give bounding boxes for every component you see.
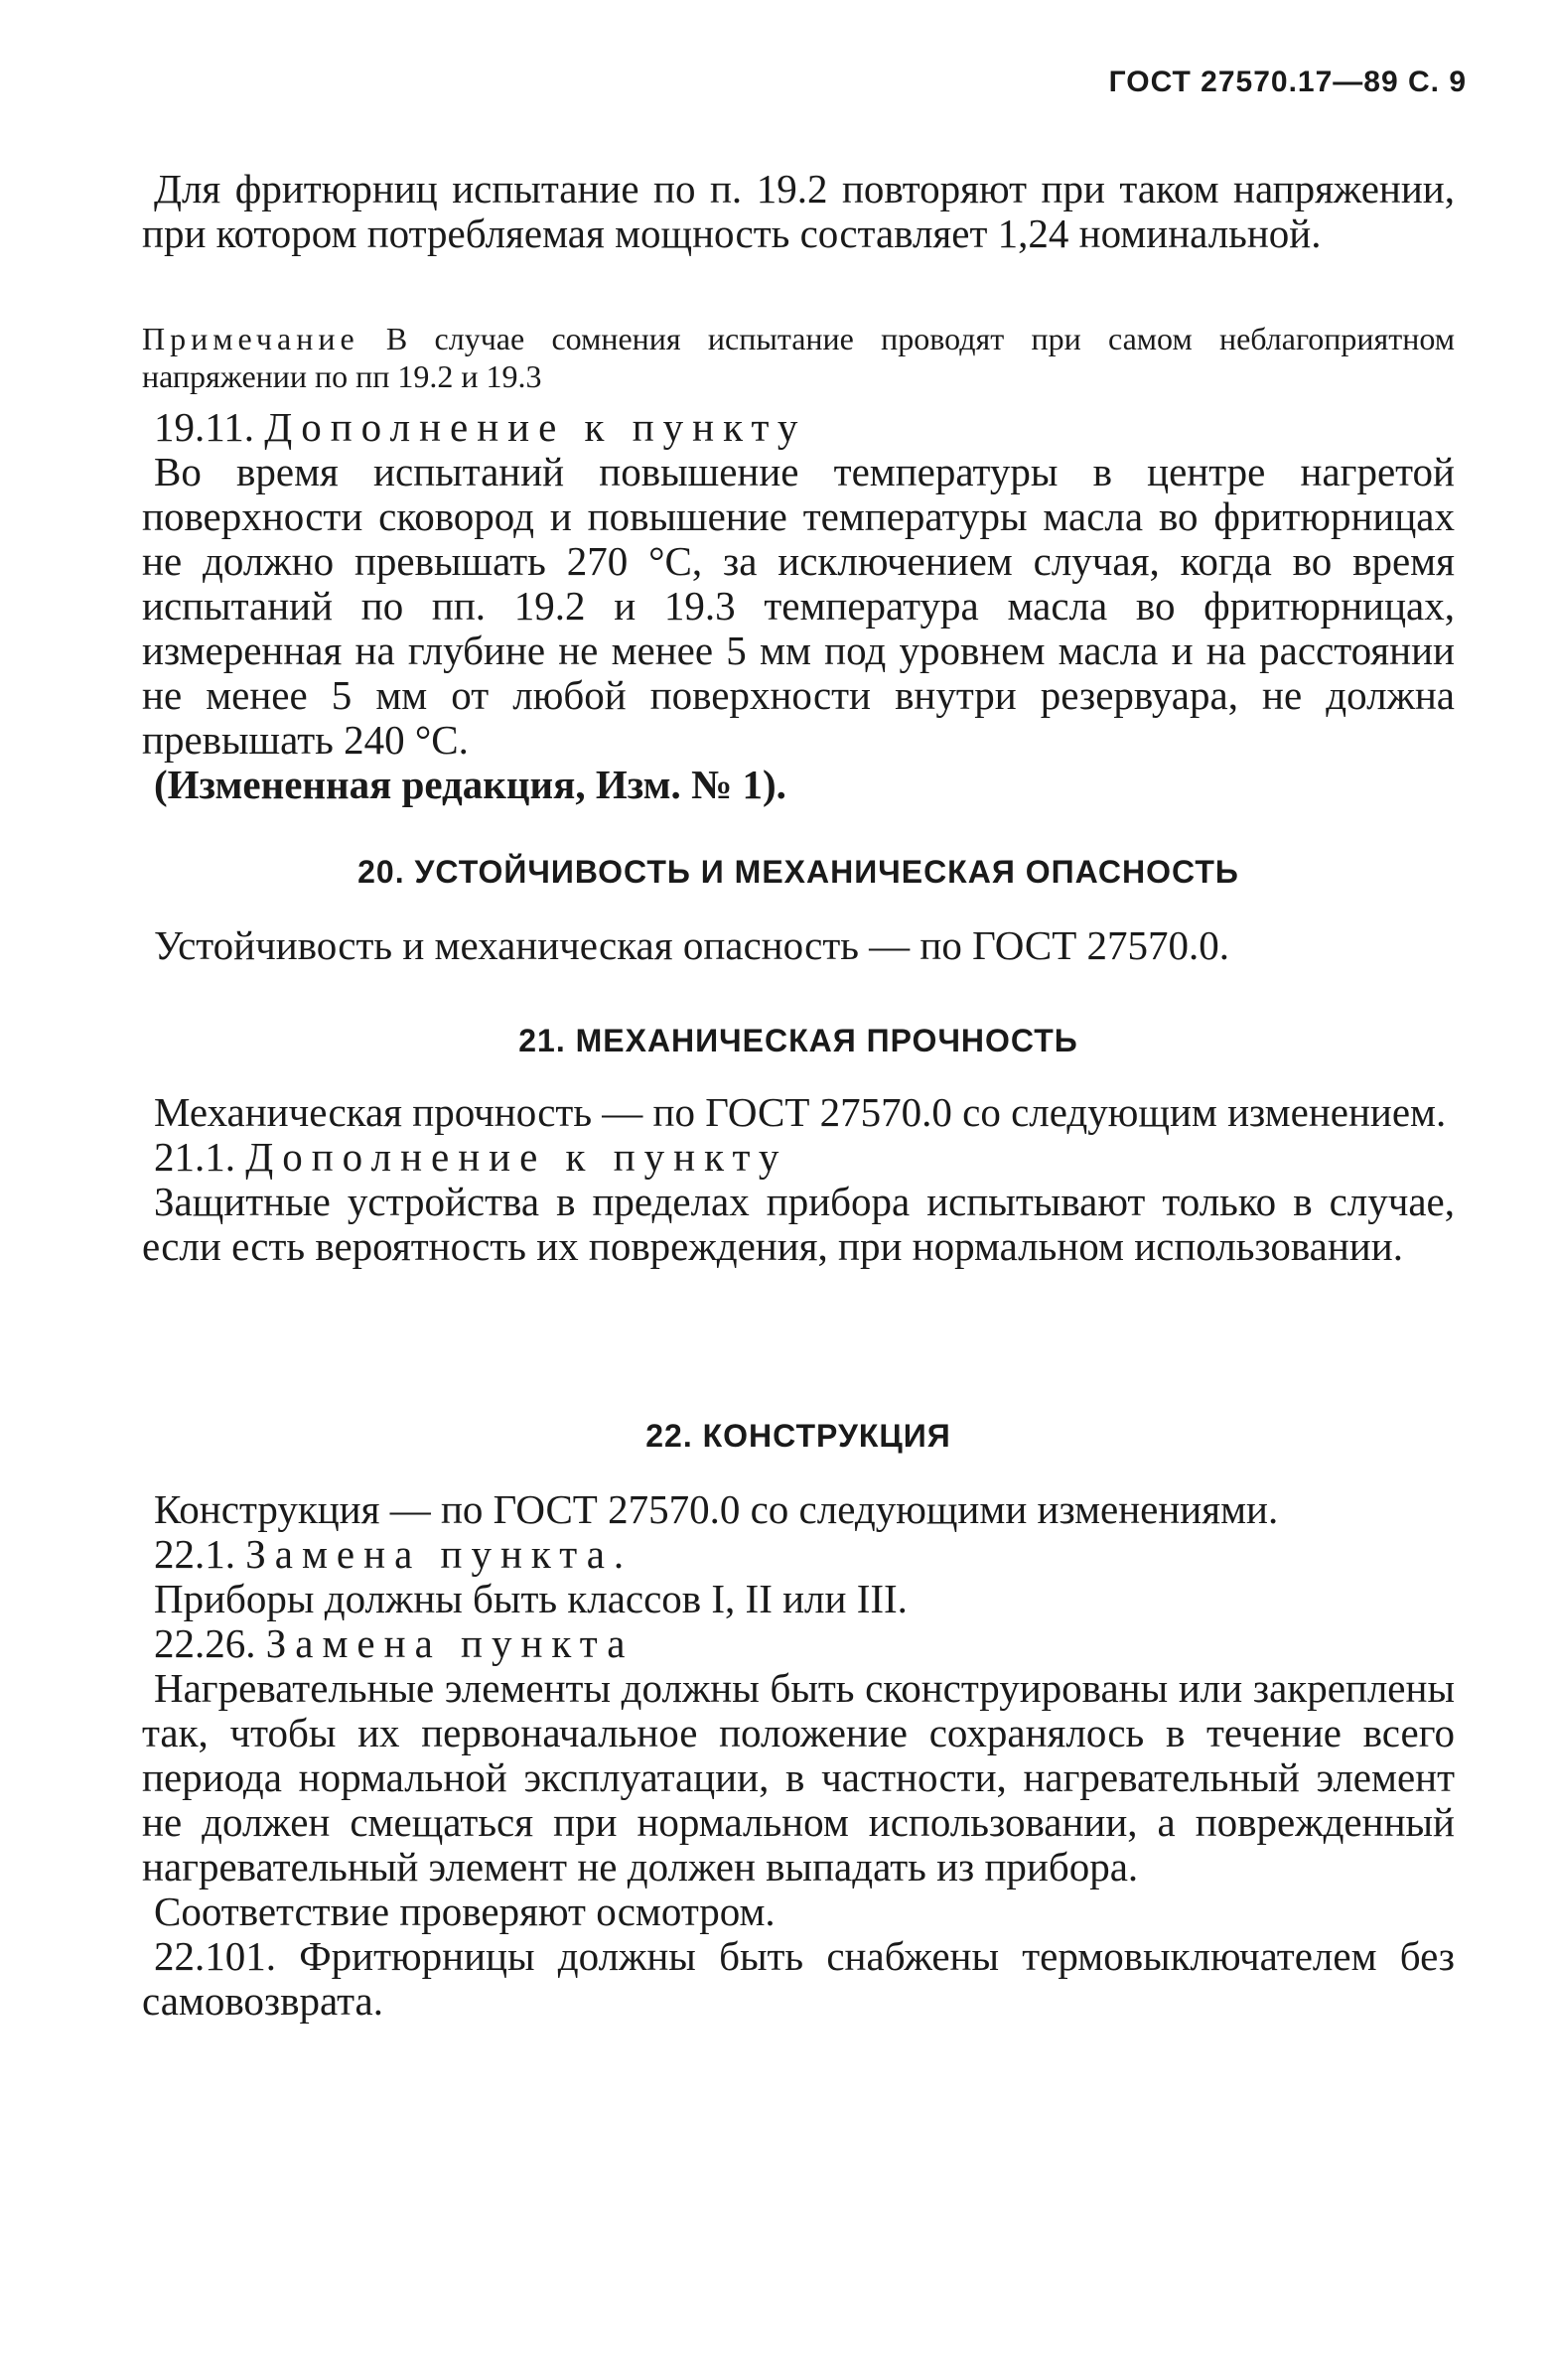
section-21-heading: 21. МЕХАНИЧЕСКАЯ ПРОЧНОСТЬ (518, 1023, 1078, 1058)
section-20-text: Устойчивость и механическая опасность — по ГОСТ 27570.0. (154, 922, 1230, 968)
amendment-note: (Измененная редакция, Изм. № 1). (154, 762, 786, 807)
section-22-text: Конструкция — по ГОСТ 27570.0 со следующими изменениями. (154, 1486, 1279, 1532)
clause-title: Дополнение к пункту (245, 1134, 788, 1180)
clause-title: Замена пункта (265, 1620, 635, 1666)
section-22-heading: 22. КОНСТРУКЦИЯ (645, 1418, 951, 1454)
clause-22-26-title-line (142, 1621, 1455, 1666)
clause-22-26-text: Нагревательные элементы должны быть сконструированы или закреплены так, чтобы их первоначальное положение сохранялось в течение всего периода нормальной эксплуатации, в частности, нагревательный элемент не должен смещаться при нормальном использовании, а поврежденный нагревательный элемент не должен выпадать из прибора. (142, 1665, 1455, 1890)
section-22-body (142, 1487, 1455, 2024)
clause-number: 21.1. (154, 1134, 235, 1180)
clause-number: 22.26. (154, 1620, 256, 1666)
note-text: В случае сомнения испытание проводят при самом неблагоприятном напряжении по пп 19.2 и 19.3 (142, 321, 1455, 394)
clause-body: Фритюрницы должны быть снабжены термовыключателем без самовозврата. (142, 1933, 1455, 2024)
clause-title: Замена пункта. (245, 1531, 634, 1577)
clause-number: 22.1. (154, 1531, 235, 1577)
section-20-body (142, 923, 1455, 968)
clause-22-1-title-line (142, 1532, 1455, 1577)
section-21-body (142, 1090, 1455, 1269)
section-20-heading: 20. УСТОЙЧИВОСТЬ И МЕХАНИЧЕСКАЯ ОПАСНОСТЬ (357, 854, 1239, 890)
section-19-11 (142, 405, 1455, 807)
clause-19-11-text: Во время испытаний повышение температуры в центре нагретой поверхности сковород и повышение температуры масла во фритюрницах не должно превышать 270 °С, за исключением случая, когда во время испытаний по пп. 19.2 и 19.3 температура масла во фритюрницах, измеренная на глубине не менее 5 мм под уровнем масла и на расстоянии не менее 5 мм от любой поверхности внутри резервуара, не должна превышать 240 °С. (142, 449, 1455, 763)
clause-22-101-text (142, 1934, 1455, 2024)
clause-title: Дополнение к пункту (264, 404, 807, 450)
clause-22-26-check: Соответствие проверяют осмотром. (154, 1889, 776, 1934)
note-block (142, 320, 1455, 395)
note-label: Примечание (142, 321, 359, 356)
clause-19-11-title-line (142, 405, 1455, 450)
page-header: ГОСТ 27570.17—89 С. 9 (1108, 66, 1467, 98)
note-paragraph (142, 320, 1455, 395)
clause-22-1-text: Приборы должны быть классов I, II или III. (154, 1576, 908, 1621)
intro-block (142, 167, 1455, 256)
intro-paragraph: Для фритюрниц испытание по п. 19.2 повторяют при таком напряжении, при котором потребляемая мощность составляет 1,24 номинальной. (142, 166, 1455, 256)
clause-21-1-text: Защитные устройства в пределах прибора испытывают только в случае, если есть вероятность их повреждения, при нормальном использовании. (142, 1179, 1455, 1269)
clause-number: 22.101. (154, 1933, 276, 1979)
clause-number: 19.11. (154, 404, 254, 450)
section-21-text: Механическая прочность — по ГОСТ 27570.0 со следующим изменением. (154, 1089, 1447, 1135)
clause-21-1-title-line (142, 1135, 1455, 1180)
